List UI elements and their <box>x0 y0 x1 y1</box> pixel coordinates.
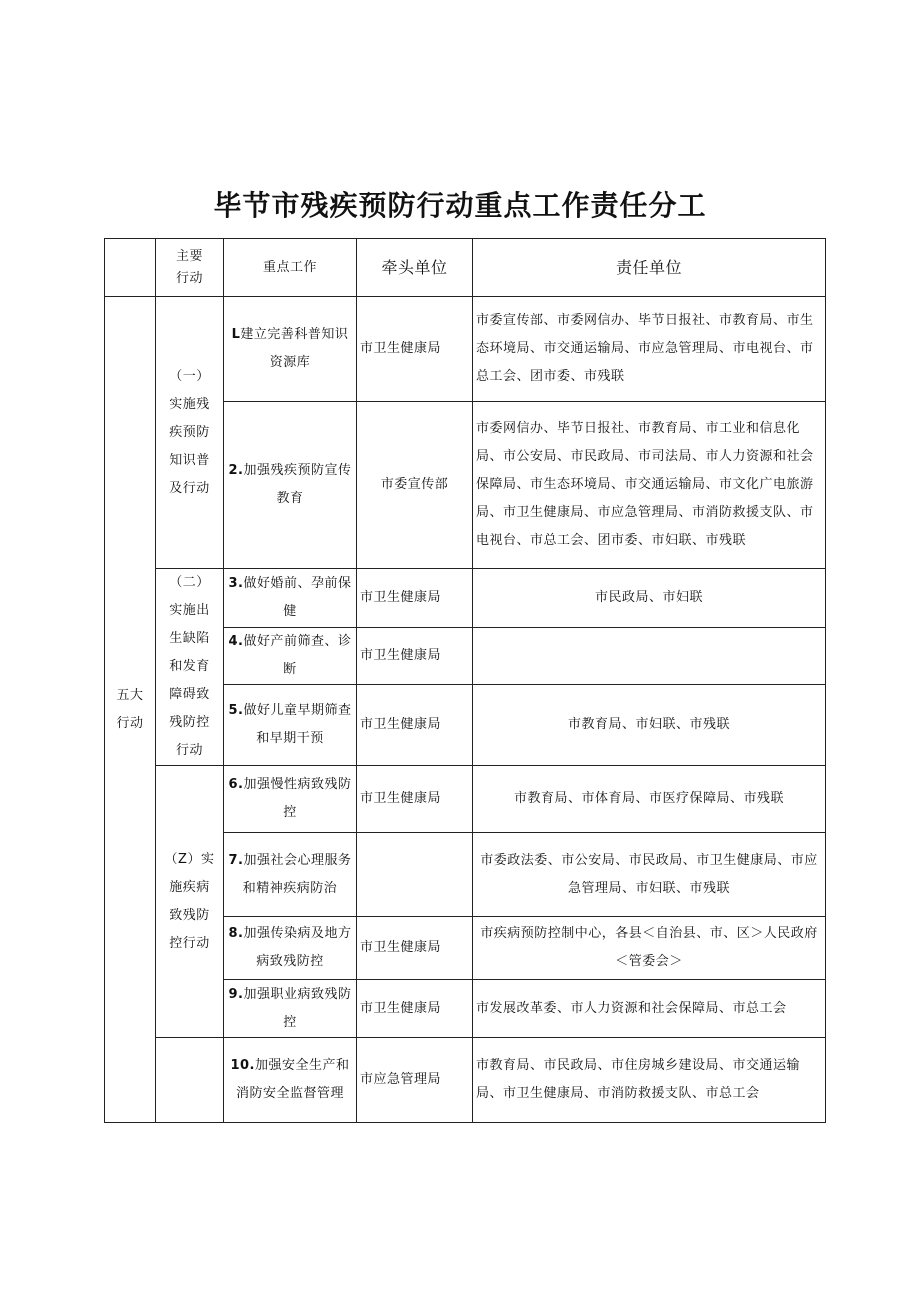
document-title: 毕节市残疾预防行动重点工作责任分工 <box>213 189 707 222</box>
key-work-cell <box>224 402 357 569</box>
lead-unit-cell: 市委宣传部 <box>357 402 473 569</box>
key-work-cell <box>224 569 357 628</box>
lead-unit-cell <box>357 833 473 917</box>
work-number: 5. <box>228 703 244 719</box>
lead-unit-cell: 市卫生健康局 <box>357 569 473 628</box>
group-3-cell: （Z）实施疾病致残防控行动 <box>156 766 224 1038</box>
work-text: 建立完善科普知识资源库 <box>240 327 349 370</box>
resp-unit-cell: 市民政局、市妇联 <box>473 569 826 628</box>
header-main-action-line2: 行动 <box>175 270 203 286</box>
work-number: 2. <box>228 463 244 478</box>
lead-unit-cell: 市卫生健康局 <box>357 297 473 402</box>
work-text: 加强职业病致残防控 <box>243 986 352 1030</box>
resp-unit-cell: 市委政法委、市公安局、市民政局、市卫生健康局、市应急管理局、市妇联、市残联 <box>473 833 826 917</box>
work-text: 加强慢性病致残防控 <box>243 777 352 820</box>
header-resp-unit: 责任单位 <box>473 239 826 297</box>
resp-unit-cell: 市委网信办、毕节日报社、市教育局、市工业和信息化局、市公安局、市民政局、市司法局、市人力资源和社会保障局、市生态环境局、市交通运输局、市文化广电旅游局、市卫生健康局、市应急管理局、市消防救援支队、市电视台、市总工会、团市委、市妇联、市残联 <box>473 402 826 569</box>
responsibility-table <box>104 238 826 1123</box>
key-work-cell <box>224 297 357 402</box>
key-work-cell <box>224 766 357 833</box>
header-main-action <box>156 239 224 297</box>
group-2-cell: （二）实施出生缺陷和发育障碍致残防控行动 <box>156 569 224 766</box>
lead-unit-cell: 市卫生健康局 <box>357 980 473 1038</box>
table-row <box>105 569 826 628</box>
resp-unit-cell: 市教育局、市体育局、市医疗保障局、市残联 <box>473 766 826 833</box>
header-lead-unit: 牵头单位 <box>357 239 473 297</box>
work-number: 3. <box>228 575 244 591</box>
lead-unit-cell: 市卫生健康局 <box>357 766 473 833</box>
work-number: 4. <box>228 633 244 649</box>
resp-unit-cell: 市疾病预防控制中心，各县＜自治县、市、区＞人民政府＜管委会＞ <box>473 917 826 980</box>
lead-unit-cell: 市卫生健康局 <box>357 627 473 685</box>
key-work-cell <box>224 1038 357 1123</box>
work-number: 8. <box>228 926 244 941</box>
resp-unit-cell: 市教育局、市妇联、市残联 <box>473 685 826 766</box>
header-row <box>105 239 826 297</box>
lead-unit-cell: 市应急管理局 <box>357 1038 473 1123</box>
key-work-cell <box>224 833 357 917</box>
work-text: 加强残疾预防宣传教育 <box>243 463 352 506</box>
resp-unit-cell: 市教育局、市民政局、市住房城乡建设局、市交通运输局、市卫生健康局、市消防救援支队、市总工会 <box>473 1038 826 1123</box>
key-work-cell <box>224 685 357 766</box>
group-4-cell <box>156 1038 224 1123</box>
work-text: 做好儿童早期筛查和早期干预 <box>243 703 352 747</box>
work-text: 加强社会心理服务和精神疾病防治 <box>242 852 352 896</box>
resp-unit-cell: 市发展改革委、市人力资源和社会保障局、市总工会 <box>473 980 826 1038</box>
work-number: 7. <box>228 852 244 868</box>
work-text: 加强传染病及地方病致残防控 <box>243 926 352 969</box>
work-number: 9. <box>228 986 244 1002</box>
work-number: 10. <box>230 1058 255 1073</box>
resp-unit-cell <box>473 627 826 685</box>
resp-unit-cell: 市委宣传部、市委网信办、毕节日报社、市教育局、市生态环境局、市交通运输局、市应急管理局、市电视台、市总工会、团市委、市残联 <box>473 297 826 402</box>
five-actions-cell: 五大行动 <box>105 297 156 1123</box>
work-number: 6. <box>228 777 244 792</box>
key-work-cell <box>224 917 357 980</box>
header-blank <box>105 239 156 297</box>
key-work-cell <box>224 980 357 1038</box>
work-text: 做好婚前、孕前保健 <box>243 575 352 619</box>
table-row <box>105 297 826 402</box>
work-text: 加强安全生产和消防安全监督管理 <box>235 1058 350 1101</box>
table-row <box>105 766 826 833</box>
lead-unit-cell: 市卫生健康局 <box>357 685 473 766</box>
header-main-action-line1: 主要 <box>175 248 203 264</box>
group-1-cell: （一）实施残疾预防知识普及行动 <box>156 297 224 569</box>
work-number: L <box>231 327 241 342</box>
work-text: 做好产前筛查、诊断 <box>243 633 352 677</box>
lead-unit-cell: 市卫生健康局 <box>357 917 473 980</box>
key-work-cell <box>224 627 357 685</box>
header-key-work: 重点工作 <box>224 239 357 297</box>
table-row <box>105 1038 826 1123</box>
